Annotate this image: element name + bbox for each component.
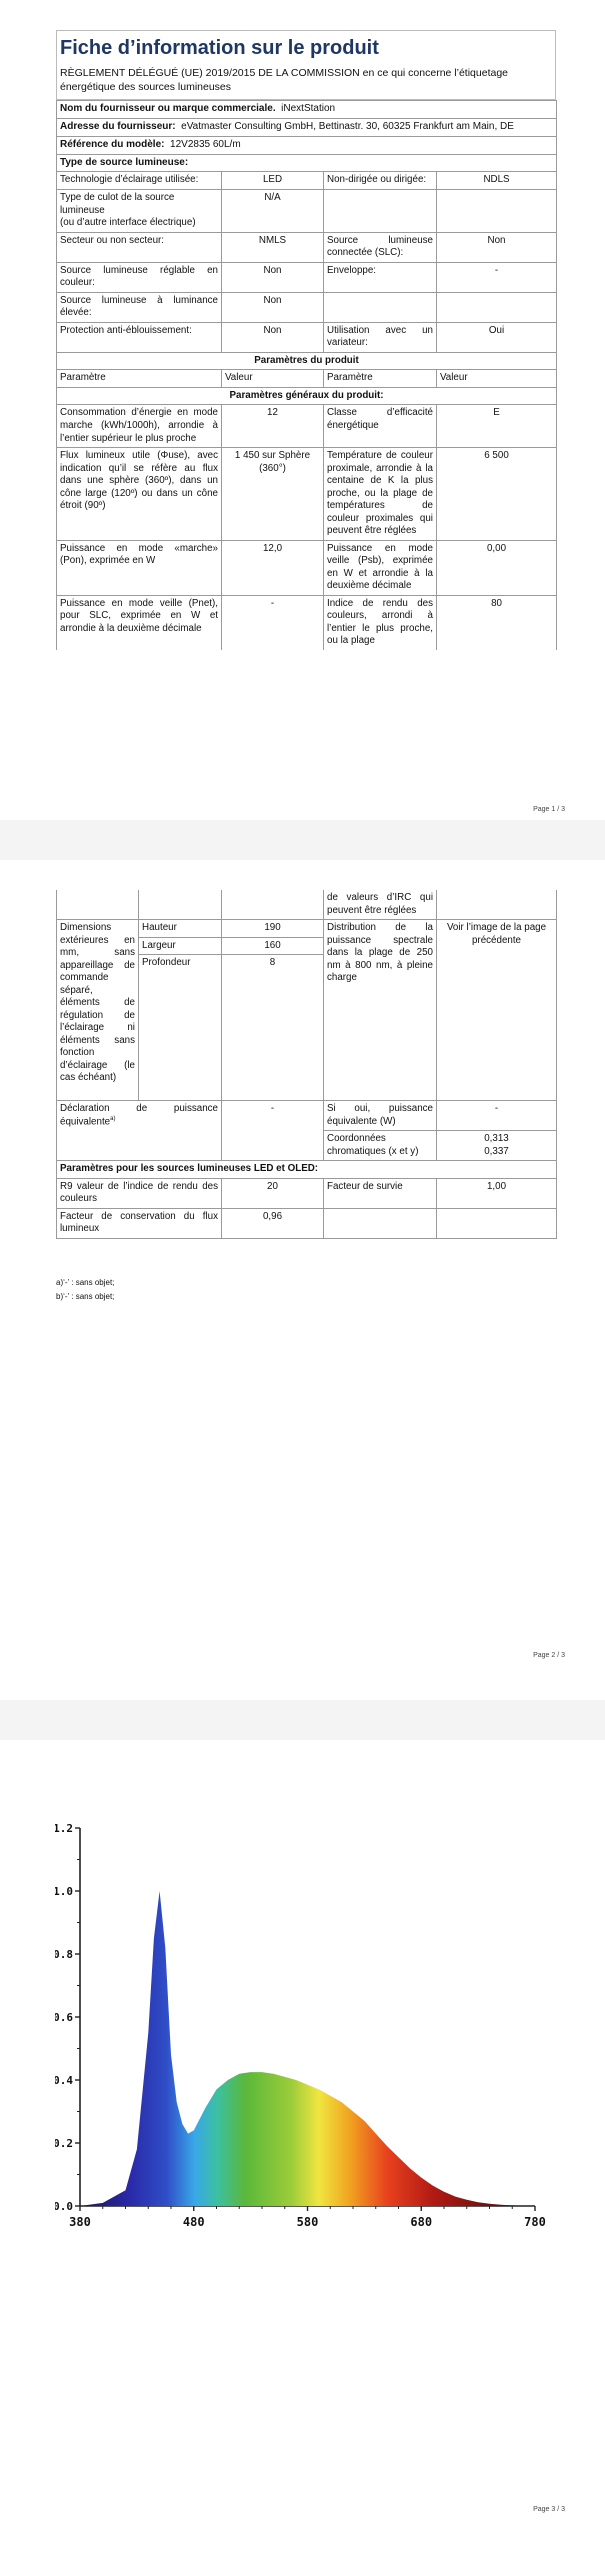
type-value-2: NDLS	[437, 172, 557, 190]
source-type-row	[57, 154, 557, 172]
param-value-2: 0,00	[437, 540, 557, 595]
led-params-header: Paramètres pour les sources lumineuses LED et OLED:	[57, 1161, 557, 1179]
supplier-name-row	[57, 101, 557, 119]
param-label-1: Puissance en mode «marche» (Pon), exprimée en W	[57, 540, 222, 595]
lumen-maintenance-value: 0,96	[222, 1208, 324, 1238]
dim-value: 8	[222, 955, 324, 1101]
equivalent-power-row	[57, 1101, 557, 1131]
dim-name: Hauteur	[139, 920, 222, 938]
x-tick-label: 480	[182, 2215, 205, 2229]
chart-plot-area	[80, 1891, 535, 2206]
param-value-2: E	[437, 405, 557, 448]
type-label-2	[324, 190, 437, 233]
info-sheet-page-1	[56, 30, 556, 650]
general-params-row	[57, 387, 557, 405]
param-value-1: 12	[222, 405, 324, 448]
param-label-1: Consommation d’énergie en mode marche (kWh/1000h), arrondie à l’entier supérieur le plus proche	[57, 405, 222, 448]
chromaticity-y: 0,337	[484, 1145, 509, 1157]
param-label-2: Indice de rendu des couleurs, arrondi à l’entier le plus proche, ou la plage	[324, 595, 437, 650]
col-param-1: Paramètre	[57, 370, 222, 388]
page-gap	[0, 1700, 605, 1740]
led-params-row	[57, 1161, 557, 1179]
type-row	[57, 262, 557, 292]
type-value-1: N/A	[222, 190, 324, 233]
source-type-label: Type de source lumineuse:	[57, 154, 557, 172]
equivalent-power-label	[57, 1101, 222, 1161]
y-tick-label: 1.2	[55, 1822, 73, 1835]
param-value-2: 6 500	[437, 448, 557, 541]
type-row	[57, 190, 557, 233]
type-label-1: Source lumineuse à luminance élevée:	[57, 292, 222, 322]
x-tick-label: 580	[296, 2215, 319, 2229]
type-row	[57, 232, 557, 262]
type-label-2: Non-dirigée ou dirigée:	[324, 172, 437, 190]
product-info-table	[56, 100, 557, 650]
param-label-1: Puissance en mode veille (Pnet), pour SLC, exprimée en W et arrondie à la deuxième décimale	[57, 595, 222, 650]
type-label-2	[324, 292, 437, 322]
section-header-row	[57, 352, 557, 370]
type-value-1: NMLS	[222, 232, 324, 262]
type-row	[57, 292, 557, 322]
col-value-2: Valeur	[437, 370, 557, 388]
param-row	[57, 405, 557, 448]
type-value-2	[437, 190, 557, 233]
equivalent-power-note-ref: a)	[110, 1115, 116, 1122]
equivalent-power-text: Déclaration de puissance équivalente	[60, 1103, 218, 1127]
type-value-2	[437, 292, 557, 322]
r9-row	[57, 1178, 557, 1208]
type-value-1: Non	[222, 262, 324, 292]
type-label-1: Protection anti-éblouissement:	[57, 322, 222, 352]
dimensions-row	[57, 920, 557, 938]
type-label-2: Enveloppe:	[324, 262, 437, 292]
survival-value: 1,00	[437, 1178, 557, 1208]
param-value-1: -	[222, 595, 324, 650]
footnote-a: a)‘-’ : sans objet;	[56, 1278, 115, 1287]
spectrum-area	[80, 1891, 535, 2206]
type-value-2: -	[437, 262, 557, 292]
param-value-1: 1 450 sur Sphère (360°)	[222, 448, 324, 541]
param-label-2: Classe d’efficacité énergétique	[324, 405, 437, 448]
column-header-row	[57, 370, 557, 388]
type-value-1: LED	[222, 172, 324, 190]
type-value-2: Oui	[437, 322, 557, 352]
type-value-1: Non	[222, 292, 324, 322]
spd-label: Distribution de la puissance spectrale dans la plage de 250 nm à 800 nm, à pleine charge	[324, 920, 437, 1101]
supplier-address-value: eVatmaster Consulting GmbH, Bettinastr. 30, 60325 Frankfurt am Main, DE	[181, 121, 514, 133]
r9-value: 20	[222, 1178, 324, 1208]
survival-label: Facteur de survie	[324, 1178, 437, 1208]
type-value-2: Non	[437, 232, 557, 262]
page-gap	[0, 820, 605, 860]
y-tick-label: 0.8	[55, 1948, 73, 1961]
lumen-maintenance-row	[57, 1208, 557, 1238]
document-title: Fiche d’information sur le produit	[56, 30, 556, 64]
type-label-1: Secteur ou non secteur:	[57, 232, 222, 262]
continuation-row	[57, 890, 557, 920]
y-tick-label: 0.2	[55, 2137, 73, 2150]
dimensions-label: Dimensions extérieures en mm, sans appareillage de commande séparé, éléments de régulation de l’éclairage ni éléments sans fonction d’éclairage (le cas échéant)	[57, 920, 139, 1101]
model-reference-value: 12V2835 60L/m	[170, 138, 241, 150]
param-label-1: Flux lumineux utile (Φuse), avec indication qu’il se réfère au flux dans une sphère (360º), dans un cône large (120º) ou dans un cône étroit (90º)	[57, 448, 222, 541]
page-footer: Page 2 / 3	[533, 1652, 565, 1659]
y-tick-label: 0.0	[55, 2200, 73, 2213]
footnote-b: b)‘-’ : sans objet;	[56, 1292, 115, 1301]
r9-label: R9 valeur de l’indice de rendu des couleurs	[57, 1178, 222, 1208]
y-tick-label: 0.4	[55, 2074, 73, 2087]
equivalent-watt-label: Si oui, puissance équivalente (W)	[324, 1101, 437, 1131]
regulation-subtitle: RÈGLEMENT DÉLÉGUÉ (UE) 2019/2015 DE LA COMMISSION en ce qui concerne l’étiquetage énergétique des sources lumineuses	[56, 64, 556, 100]
page-footer: Page 3 / 3	[533, 2506, 565, 2513]
dim-name: Largeur	[139, 937, 222, 955]
x-tick-label: 680	[410, 2215, 433, 2229]
y-tick-label: 1.0	[55, 1885, 73, 1898]
dim-value: 160	[222, 937, 324, 955]
chromaticity-values	[437, 1131, 557, 1161]
x-tick-label: 380	[69, 2215, 91, 2229]
supplier-address-row	[57, 119, 557, 137]
lumen-maintenance-label: Facteur de conservation du flux lumineux	[57, 1208, 222, 1238]
dim-value: 190	[222, 920, 324, 938]
page-1	[0, 0, 605, 820]
type-label-1: Source lumineuse réglable en couleur:	[57, 262, 222, 292]
param-label-2: Température de couleur proximale, arrondie à la centaine de K la plus proche, ou la plage de températures de couleur proximales qui peuvent être réglées	[324, 448, 437, 541]
type-label-1: Technologie d’éclairage utilisée:	[57, 172, 222, 190]
chromaticity-x: 0,313	[484, 1133, 509, 1145]
col-param-2: Paramètre	[324, 370, 437, 388]
spd-value: Voir l’image de la page précédente	[437, 920, 557, 1101]
param-value-2: 80	[437, 595, 557, 650]
product-params-header: Paramètres du produit	[57, 352, 557, 370]
param-row	[57, 540, 557, 595]
type-label-1: Type de culot de la source lumineuse (ou d’autre interface électrique)	[57, 190, 222, 233]
dim-name: Profondeur	[139, 955, 222, 1101]
param-row	[57, 448, 557, 541]
general-params-header: Paramètres généraux du produit:	[57, 387, 557, 405]
type-value-1: Non	[222, 322, 324, 352]
model-reference-row	[57, 136, 557, 154]
type-label-2: Utilisation avec un variateur:	[324, 322, 437, 352]
page-2	[0, 860, 605, 1700]
param-value-1: 12,0	[222, 540, 324, 595]
type-row	[57, 172, 557, 190]
type-label-2: Source lumineuse connectée (SLC):	[324, 232, 437, 262]
cri-range-continued: de valeurs d’IRC qui peuvent être réglées	[324, 890, 437, 920]
product-info-table-continued	[56, 890, 557, 1239]
spectral-chart-svg	[55, 1808, 555, 2248]
param-row	[57, 595, 557, 650]
chromaticity-label: Coordonnées chromatiques (x et y)	[324, 1131, 437, 1161]
info-sheet-page-2	[56, 890, 556, 1239]
y-tick-label: 0.6	[55, 2011, 73, 2024]
type-row	[57, 322, 557, 352]
supplier-name-label: Nom du fournisseur ou marque commerciale.	[60, 103, 276, 115]
supplier-name-value: iNextStation	[281, 103, 336, 115]
spectral-distribution-chart	[55, 1808, 555, 2248]
param-label-2: Puissance en mode veille (Psb), exprimée en W et arrondie à la deuxième décimale	[324, 540, 437, 595]
supplier-address-label: Adresse du fournisseur:	[60, 121, 176, 133]
x-tick-label: 780	[524, 2215, 546, 2229]
equivalent-watt-value: -	[437, 1101, 557, 1131]
model-reference-label: Référence du modèle:	[60, 138, 165, 150]
page-footer: Page 1 / 3	[533, 806, 565, 813]
equivalent-power-value: -	[222, 1101, 324, 1161]
col-value-1: Valeur	[222, 370, 324, 388]
